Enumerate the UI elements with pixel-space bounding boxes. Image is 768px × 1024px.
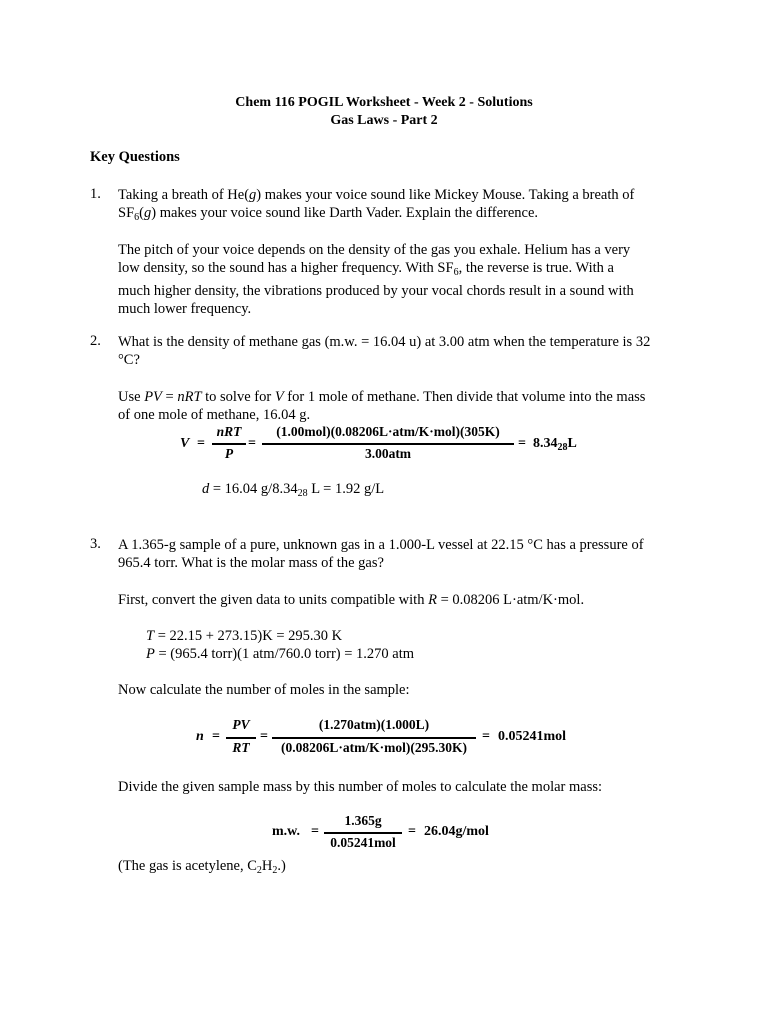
eq-equals: = — [408, 824, 416, 839]
answer-1-text: The pitch of your voice depends on the density of the gas you exhale. Helium has a very low density, so the sound has a higher frequency. With $SF_6$, the reverse is true. With a much higher density, the vibrations produced by your vocal chords result in a sound with much lower frequency. — [118, 242, 634, 317]
density-result: d = 16.04 $g/8.34_{28}$ L = 1.92 g/L — [202, 481, 385, 499]
question-2-number: 2. — [90, 333, 101, 349]
fraction-bar — [262, 443, 514, 445]
eq-frac1-numerator: nRT — [216, 424, 242, 439]
answer-2-text: Use PV = nRT to solve for V for 1 mole of methane. Then divide that volume into the mass of one mole of methane, 16.04 g. — [118, 389, 646, 423]
eq-frac2-numerator: (1.00mol)(0.08206L·atm/K·mol)(305K) — [276, 424, 500, 439]
eq-moles-result: 0.05241mol — [498, 729, 567, 744]
eq-frac1-denominator: P — [224, 446, 234, 461]
question-2-text: What is the density of methane gas (m.w. = 16.04 u) at 3.00 atm when the temperature is 32 °C? — [118, 334, 651, 368]
fraction-bar — [212, 443, 246, 445]
question-1-text: Taking a breath of He(g) makes your voice sound like Mickey Mouse. Taking a breath of $SF_6(g)$ makes your voice sound like Darth Vader. Explain the difference. — [118, 187, 635, 223]
eq-mw-result: 26.04g/mol — [424, 824, 489, 839]
question-1-number: 1. — [90, 186, 101, 202]
page-title: Chem 116 POGIL Worksheet - Week 2 - Solutions — [235, 95, 533, 110]
pressure-conversion: P = (965.4 torr)(1 atm/760.0 torr) = 1.270 atm — [146, 646, 415, 662]
eq-mw-lhs: m.w. — [272, 824, 300, 839]
eq-equals: = — [197, 436, 205, 451]
fraction-bar — [272, 737, 476, 739]
eq-n-frac2-denominator: (0.08206L·atm/K·mol)(295.30K) — [281, 740, 467, 755]
eq-n-frac1-denominator: RT — [232, 740, 250, 755]
eq-n-frac2-numerator: (1.270atm)(1.000L) — [318, 717, 430, 732]
eq-n-frac1-numerator: PV — [232, 717, 250, 732]
eq-equals: = — [311, 824, 319, 839]
eq-equals: = — [260, 729, 268, 744]
eq-mw-numerator: 1.365g — [344, 813, 382, 828]
eq-frac2-denominator: 3.00atm — [364, 446, 412, 461]
temperature-conversion: T = 22.15 + 273.15)K = 295.30 K — [146, 628, 343, 644]
eq-equals: = — [212, 729, 220, 744]
eq-equals: = — [482, 729, 490, 744]
question-3-text: A 1.365-g sample of a pure, unknown gas in a 1.000-L vessel at 22.15 °C has a pressure of 965.4 torr. What is the molar mass of the gas? — [118, 537, 644, 571]
eq-n-lhs: n — [196, 729, 204, 744]
divide-instruction: Divide the given sample mass by this number of moles to calculate the molar mass: — [118, 779, 603, 795]
moles-instruction: Now calculate the number of moles in the sample: — [118, 682, 410, 698]
eq-mw-denominator: 0.05241mol — [330, 835, 396, 850]
question-3-number: 3. — [90, 536, 101, 552]
fraction-bar — [324, 832, 402, 834]
page-subtitle: Gas Laws - Part 2 — [330, 113, 438, 128]
answer-3-intro: First, convert the given data to units compatible with R = 0.08206 L·atm/K·mol. — [118, 592, 585, 608]
fraction-bar — [226, 737, 256, 739]
eq-equals: = — [248, 436, 256, 451]
section-heading: Key Questions — [90, 149, 180, 165]
eq-equals: = — [518, 436, 526, 451]
final-answer: (The gas is acetylene, $C_2H_2$.) — [118, 858, 286, 876]
eq-volume-result: $8.34_{28}L$ — [533, 436, 577, 453]
eq-v-lhs: V — [180, 436, 190, 451]
